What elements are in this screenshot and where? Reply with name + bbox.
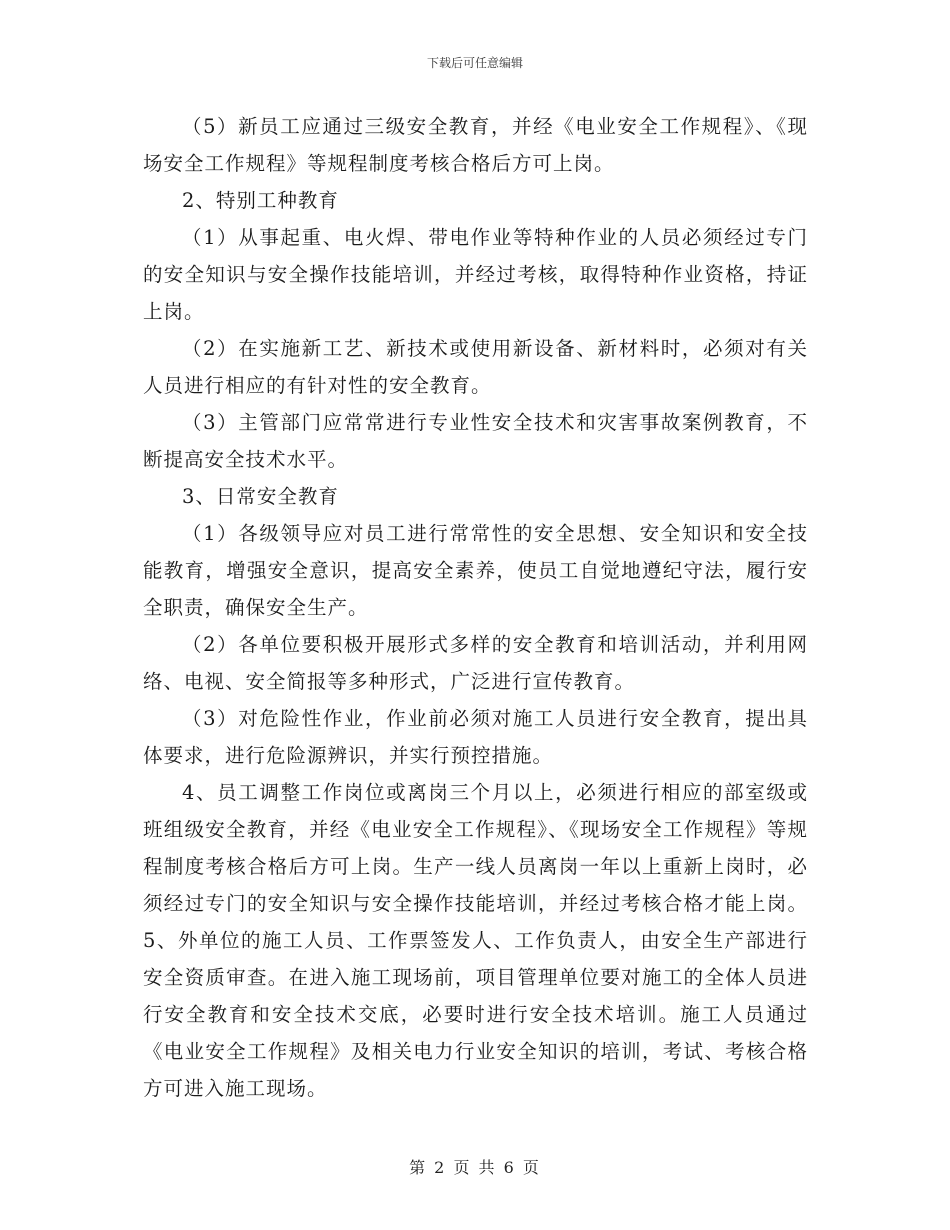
paragraph-new-employee-requirement: （5）新员工应通过三级安全教育，并经《电业安全工作规程》、《现场安全工作规程》等规程制度考核合格后方可上岗。 xyxy=(143,115,808,175)
paragraph-job-change-and-contractors: 4、员工调整工作岗位或离岗三个月以上，必须进行相应的部室级或班组级安全教育，并经《电业安全工作规程》、《现场安全工作规程》等规程制度考核合格后方可上岗。生产一线人员离岗一年以上重新上岗时，必须经过专门的安全知识与安全操作技能培训，并经过考核合格才能上岗。5、外单位的施工人员、工作票签发人、工作负责人，由安全生产部进行安全资质审查。在进入施工现场前，项目管理单位要对施工的全体人员进行安全教育和安全技术交底，必要时进行安全技术培训。施工人员通过《电业安全工作规程》及相关电力行业安全知识的培训，考试、考核合格方可进入施工现场。 xyxy=(143,781,808,1100)
paragraph-new-technology-education: （2）在实施新工艺、新技术或使用新设备、新材料时，必须对有关人员进行相应的有针对性的安全教育。 xyxy=(143,337,808,397)
page-header: 下载后可任意编辑 xyxy=(426,56,523,70)
paragraph-case-study-education: （3）主管部门应常常进行专业性安全技术和灾害事故案例教育，不断提高安全技术水平。 xyxy=(143,411,808,471)
paragraph-special-operations-training: （1）从事起重、电火焊、带电作业等特种作业的人员必须经过专门的安全知识与安全操作技能培训，并经过考核，取得特种作业资格，持证上岗。 xyxy=(143,226,808,323)
page-number: 第 2 页 共 6 页 xyxy=(409,1158,541,1177)
heading-daily-safety-education: 3、日常安全教育 xyxy=(182,485,339,508)
document-body xyxy=(143,108,808,1107)
paragraph-hazardous-work-education: （3）对危险性作业，作业前必须对施工人员进行安全教育，提出具体要求，进行危险源辨识，并实行预控措施。 xyxy=(143,707,808,767)
heading-special-trade-education: 2、特别工种教育 xyxy=(182,189,339,212)
paragraph-leadership-education: （1）各级领导应对员工进行常常性的安全思想、安全知识和安全技能教育，增强安全意识，提高安全素养，使员工自觉地遵纪守法，履行安全职责，确保安全生产。 xyxy=(143,522,808,619)
paragraph-training-activities: （2）各单位要积极开展形式多样的安全教育和培训活动，并利用网络、电视、安全简报等多种形式，广泛进行宣传教育。 xyxy=(143,633,808,693)
